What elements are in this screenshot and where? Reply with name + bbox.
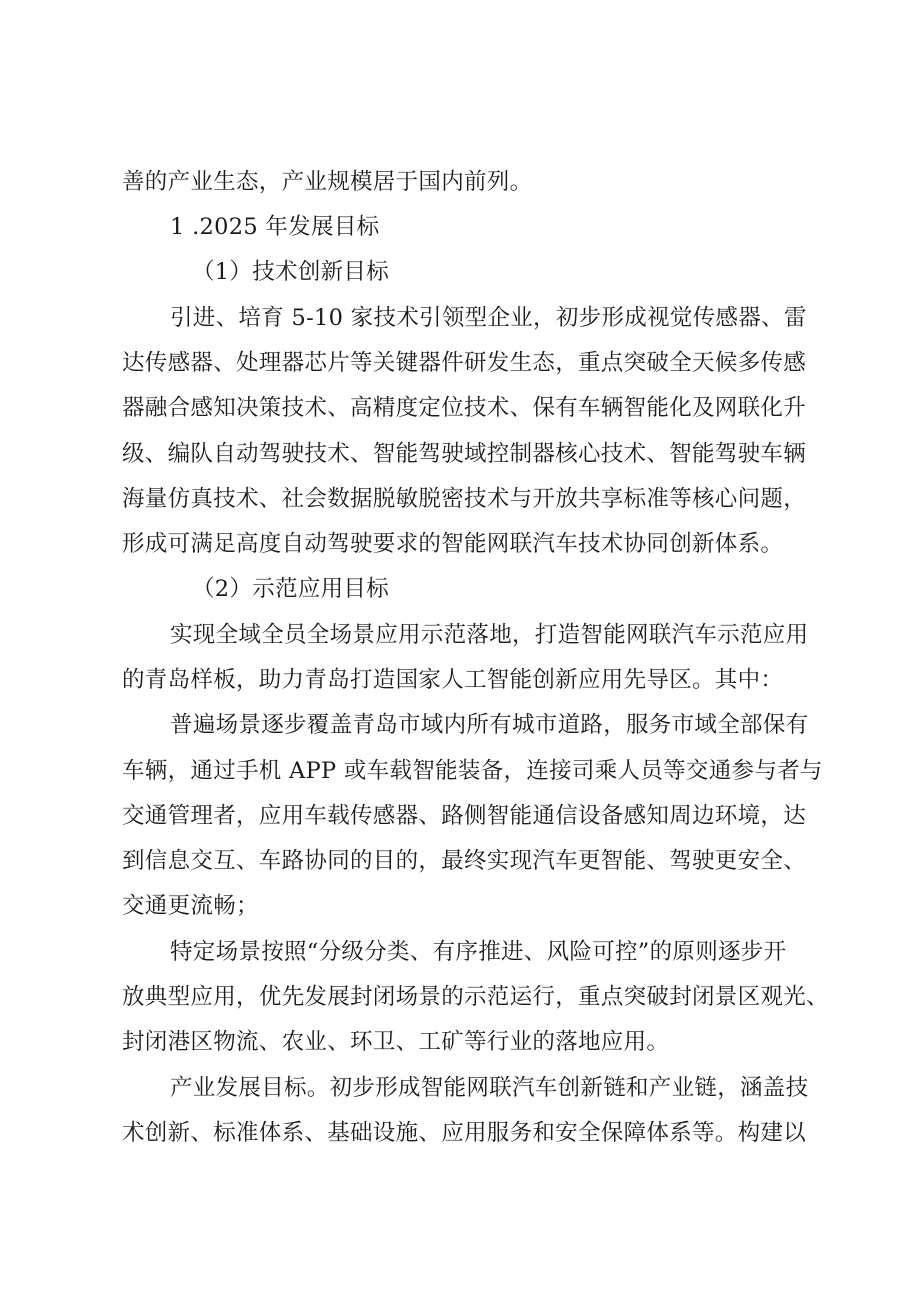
paragraph-line: 封闭港区物流、农业、环卫、工矿等行业的落地应用。 (122, 1029, 670, 1055)
paragraph-line: 到信息交互、车路协同的目的，最终实现汽车更智能、驾驶更安全、 (122, 848, 807, 874)
paragraph-line: 车辆，通过手机 APP 或车载智能装备，连接司乘人员等交通参与者与 (122, 758, 823, 784)
paragraph-line: 级、编队自动驾驶技术、智能驾驶域控制器核心技术、智能驾驶车辆 (122, 441, 807, 467)
paragraph-line: 特定场景按照“分级分类、有序推进、风险可控”的原则逐步开 (170, 939, 787, 965)
paragraph-line: 引进、培育 5-10 家技术引领型企业，初步形成视觉传感器、雷 (170, 305, 807, 331)
paragraph-line: 形成可满足高度自动驾驶要求的智能网联汽车技术协同创新体系。 (122, 531, 784, 557)
paragraph-line: 的青岛样板，助力青岛打造国家人工智能创新应用先导区。其中： (122, 667, 784, 693)
paragraph-line: 放典型应用，优先发展封闭场景的示范运行，重点突破封闭景区观光、 (122, 984, 829, 1010)
paragraph-line: 达传感器、处理器芯片等关键器件研发生态，重点突破全天候多传感 (122, 350, 807, 376)
paragraph-line: 器融合感知决策技术、高精度定位技术、保有车辆智能化及网联化升 (122, 395, 807, 421)
paragraph-line: 善的产业生态，产业规模居于国内前列。 (122, 169, 533, 195)
subsection-heading: （1）技术创新目标 (192, 259, 390, 285)
paragraph-line: 交通管理者，应用车载传感器、路侧智能通信设备感知周边环境，达 (122, 803, 807, 829)
subsection-heading: （2）示范应用目标 (192, 576, 390, 602)
paragraph-line: 交通更流畅； (122, 893, 259, 919)
paragraph-line: 产业发展目标。初步形成智能网联汽车创新链和产业链，涵盖技 (170, 1075, 809, 1101)
paragraph-line: 术创新、标准体系、基础设施、应用服务和安全保障体系等。构建以 (122, 1120, 807, 1146)
section-heading: 1 .2025 年发展目标 (170, 214, 380, 240)
paragraph-line: 实现全域全员全场景应用示范落地，打造智能网联汽车示范应用 (170, 622, 809, 648)
paragraph-line: 海量仿真技术、社会数据脱敏脱密技术与开放共享标准等核心问题， (122, 486, 807, 512)
paragraph-line: 普遍场景逐步覆盖青岛市域内所有城市道路，服务市域全部保有 (170, 712, 809, 738)
